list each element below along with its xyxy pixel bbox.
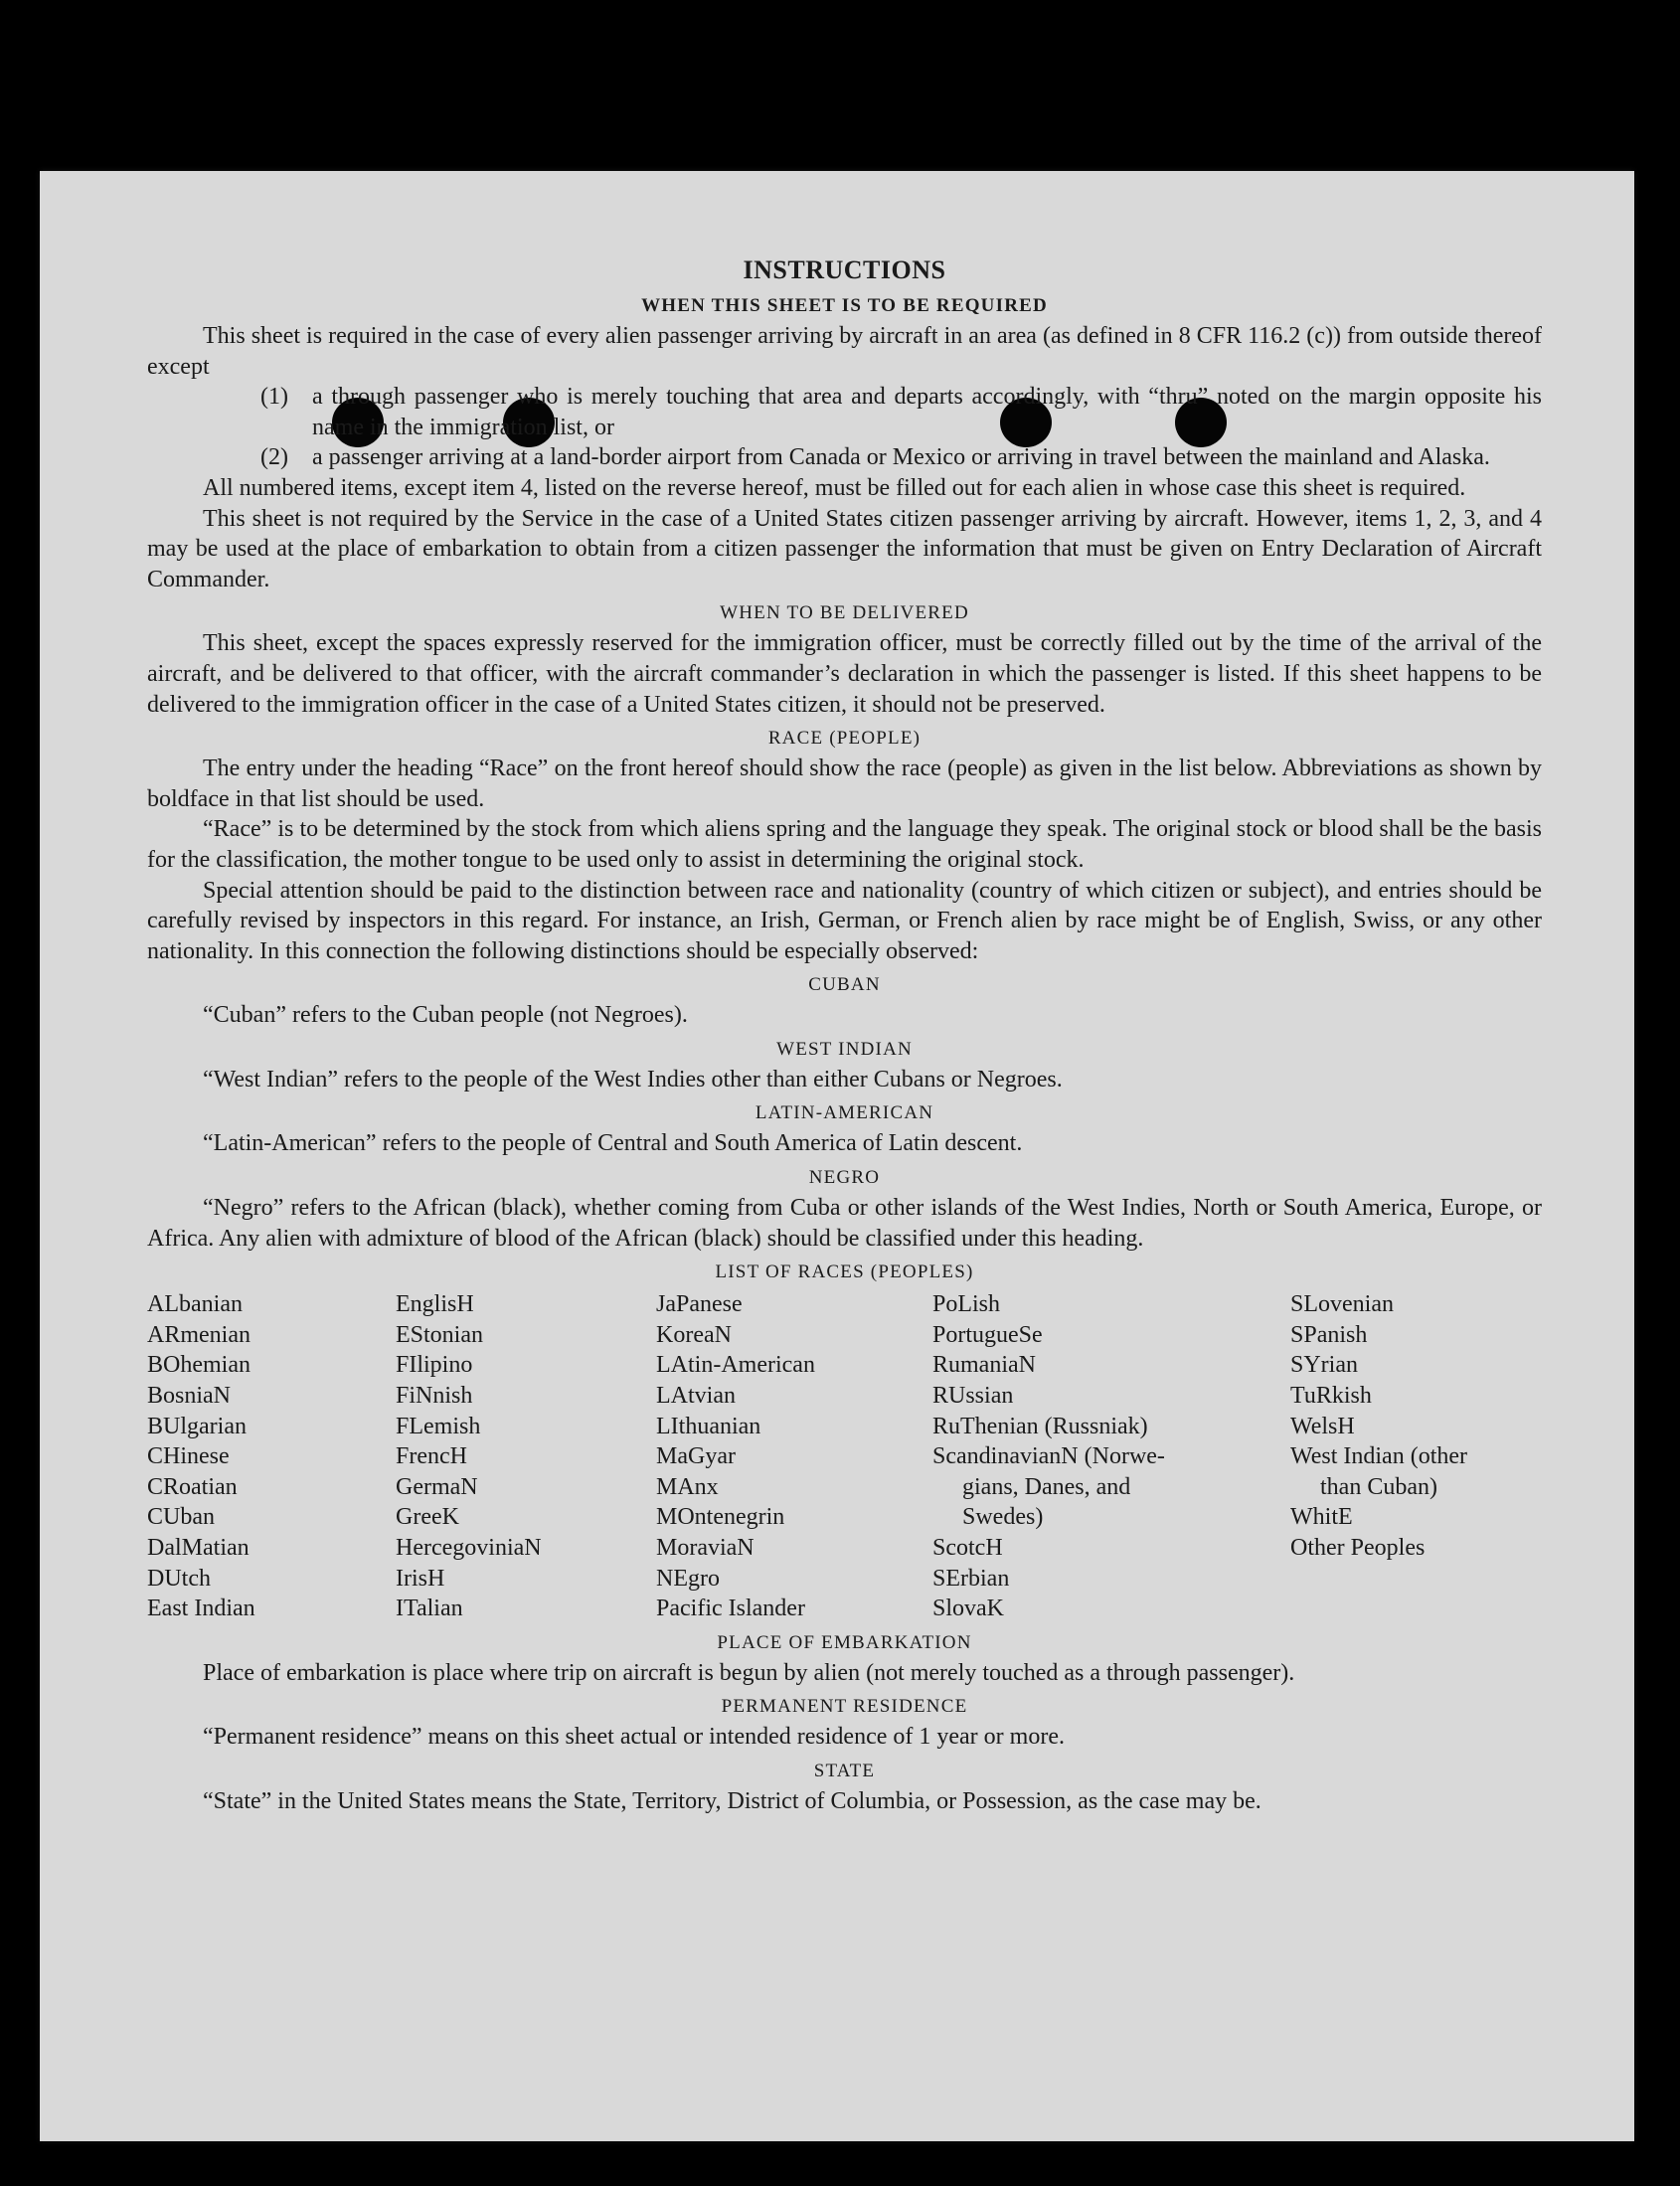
list-item xyxy=(147,442,1542,473)
paragraph-negro: “Negro” refers to the African (black), whether coming from Cuba or other islands of the West Indies, North or South America, Europe, or Africa. Any alien with admixture of blood of the African (black) should be classified under this heading. xyxy=(147,1195,1542,1252)
list-item-number: (2) xyxy=(260,444,288,471)
race-column xyxy=(932,1289,1290,1624)
section-heading-negro: NEGRO xyxy=(808,1167,881,1189)
race-entry: LIthuanian xyxy=(656,1413,761,1439)
race-entry: HercegoviniaN xyxy=(396,1535,542,1561)
section-heading-list-of-races: LIST OF RACES (PEOPLES) xyxy=(715,1261,974,1283)
race-entry: JaPanese xyxy=(656,1291,743,1318)
race-entry: ALbanian xyxy=(147,1291,243,1318)
section-heading-when-delivered: WHEN TO BE DELIVERED xyxy=(720,602,969,624)
paragraph-requirement-intro: This sheet is required in the case of every alien passenger arriving by aircraft in an area (as defined in 8 CFR 116.2 (c)) from outside thereof except xyxy=(147,323,1542,380)
race-entry: LAtin-American xyxy=(656,1352,815,1379)
paragraph-embarkation: Place of embarkation is place where trip on aircraft is begun by alien (not merely touched as a through passenger). xyxy=(203,1659,1295,1686)
race-entry: FrencH xyxy=(396,1443,467,1470)
section-heading-permanent-residence: PERMANENT RESIDENCE xyxy=(721,1696,968,1718)
race-entry: SLovenian xyxy=(1290,1291,1394,1318)
race-entry: Other Peoples xyxy=(1290,1535,1426,1561)
race-entry: BosniaN xyxy=(147,1383,231,1410)
race-entry: SPanish xyxy=(1290,1321,1368,1348)
paragraph-latin-american: “Latin-American” refers to the people of Central and South America of Latin descent. xyxy=(203,1130,1023,1157)
section-heading-when-required: WHEN THIS SHEET IS TO BE REQUIRED xyxy=(641,295,1048,316)
race-entry: West Indian (other xyxy=(1290,1443,1468,1470)
race-entry: CRoatian xyxy=(147,1473,238,1500)
list-item-text: a passenger arriving at a land-border airport from Canada or Mexico or arriving in travel between the mainland and Alaska. xyxy=(312,444,1490,471)
list-item-text: a through passenger who is merely touching that area and departs accordingly, with “thru” noted on the margin opposite his name in the immigration list, or xyxy=(312,384,1542,440)
race-entry: GermaN xyxy=(396,1473,478,1500)
race-entry: EnglisH xyxy=(396,1291,474,1318)
paragraph-race-entry: The entry under the heading “Race” on the front hereof should show the race (people) as given in the list below. Abbreviations as shown by boldface in that list should be used. xyxy=(147,756,1542,812)
section-heading-west-indian: WEST INDIAN xyxy=(776,1038,913,1060)
race-entry: EStonian xyxy=(396,1321,483,1348)
race-entry: TuRkish xyxy=(1290,1383,1372,1410)
race-entry: ITalian xyxy=(396,1596,463,1622)
race-entry: PortugueSe xyxy=(932,1321,1043,1348)
race-entry: CUban xyxy=(147,1504,215,1531)
paragraph-permanent-residence: “Permanent residence” means on this sheet actual or intended residence of 1 year or more. xyxy=(203,1724,1065,1751)
race-entry: ScotcH xyxy=(932,1535,1003,1561)
document-body xyxy=(147,253,1542,1817)
paragraph-citizen-passenger: This sheet is not required by the Service in the case of a United States citizen passenger arriving by aircraft. However, items 1, 2, 3, and 4 may be used at the place of embarkation to obtain from a citizen passenger the information that must be given on Entry Declaration of Aircraft Commander. xyxy=(147,505,1542,592)
section-heading-latin-american: LATIN-AMERICAN xyxy=(755,1102,934,1124)
race-entry: ScandinavianN (Norwe- xyxy=(932,1443,1165,1470)
race-entry: WhitE xyxy=(1290,1504,1353,1531)
race-entry: ARmenian xyxy=(147,1321,251,1348)
race-column xyxy=(656,1289,932,1624)
race-entry: SYrian xyxy=(1290,1352,1358,1379)
race-entry: FLemish xyxy=(396,1413,481,1439)
page-title: INSTRUCTIONS xyxy=(743,255,946,284)
section-heading-embarkation: PLACE OF EMBARKATION xyxy=(717,1631,972,1653)
paragraph-delivery: This sheet, except the spaces expressly reserved for the immigration officer, must be correctly filled out by the time of the arrival of the aircraft, and be delivered to that officer, with the aircraft commander’s declaration in which the passenger is listed. If this sheet happens to be delivered to the immigration officer in the case of a United States citizen, it should not be preserved. xyxy=(147,630,1542,718)
section-heading-race: RACE (PEOPLE) xyxy=(767,728,922,750)
race-entry: PoLish xyxy=(932,1291,1001,1318)
race-entry: East Indian xyxy=(147,1596,255,1622)
race-entry: RumaniaN xyxy=(932,1352,1036,1379)
race-column xyxy=(147,1289,396,1624)
paragraph-state: “State” in the United States means the State, Territory, District of Columbia, or Possession, as the case may be. xyxy=(203,1787,1261,1814)
paragraph-numbered-items: All numbered items, except item 4, listed on the reverse hereof, must be filled out for each alien in whose case this sheet is required. xyxy=(203,474,1466,501)
race-entry: CHinese xyxy=(147,1443,230,1470)
race-entry-continued: gians, Danes, and xyxy=(962,1473,1131,1500)
race-entry: MOntenegrin xyxy=(656,1504,785,1531)
paragraph-west-indian: “West Indian” refers to the people of the West Indies other than either Cubans or Negroes. xyxy=(203,1066,1063,1093)
race-entry: FIlipino xyxy=(396,1352,473,1379)
race-entry: SlovaK xyxy=(932,1596,1004,1622)
race-entry: Pacific Islander xyxy=(656,1596,805,1622)
race-entry: IrisH xyxy=(396,1565,445,1592)
race-entry: BOhemian xyxy=(147,1352,251,1379)
section-heading-cuban: CUBAN xyxy=(808,974,881,996)
race-entry: RuThenian (Russniak) xyxy=(932,1413,1148,1439)
race-entry-continued: Swedes) xyxy=(962,1504,1044,1531)
section-heading-state: STATE xyxy=(813,1760,876,1781)
race-entry: DUtch xyxy=(147,1565,211,1592)
race-entry: DalMatian xyxy=(147,1535,250,1561)
race-entry: NEgro xyxy=(656,1565,720,1592)
list-item xyxy=(147,382,1542,442)
paragraph-race-nationality: Special attention should be paid to the distinction between race and nationality (country of which citizen or subject), and entries should be carefully revised by inspectors in this regard. For instance, an Irish, German, or French alien by race might be of English, Swiss, or any other nationality. In this connection the following distinctions should be especially observed: xyxy=(147,877,1542,964)
race-column xyxy=(1290,1289,1542,1624)
race-entry: FiNnish xyxy=(396,1383,473,1410)
race-entry: MaGyar xyxy=(656,1443,736,1470)
race-entry-continued: than Cuban) xyxy=(1320,1473,1437,1500)
race-entry: KoreaN xyxy=(656,1321,732,1348)
race-list xyxy=(147,1289,1542,1624)
race-entry: RUssian xyxy=(932,1383,1014,1410)
race-entry: WelsH xyxy=(1290,1413,1355,1439)
race-entry: LAtvian xyxy=(656,1383,736,1410)
race-entry: GreeK xyxy=(396,1504,459,1531)
race-entry: BUlgarian xyxy=(147,1413,247,1439)
list-item-number: (1) xyxy=(260,384,288,411)
race-column xyxy=(396,1289,656,1624)
race-entry: MoraviaN xyxy=(656,1535,755,1561)
paragraph-cuban: “Cuban” refers to the Cuban people (not Negroes). xyxy=(203,1002,688,1029)
race-entry: MAnx xyxy=(656,1473,719,1500)
race-entry: SErbian xyxy=(932,1565,1010,1592)
paragraph-race-determination: “Race” is to be determined by the stock from which aliens spring and the language they speak. The original stock or blood shall be the basis for the classification, the mother tongue to be used only to assist in determining the original stock. xyxy=(147,816,1542,873)
